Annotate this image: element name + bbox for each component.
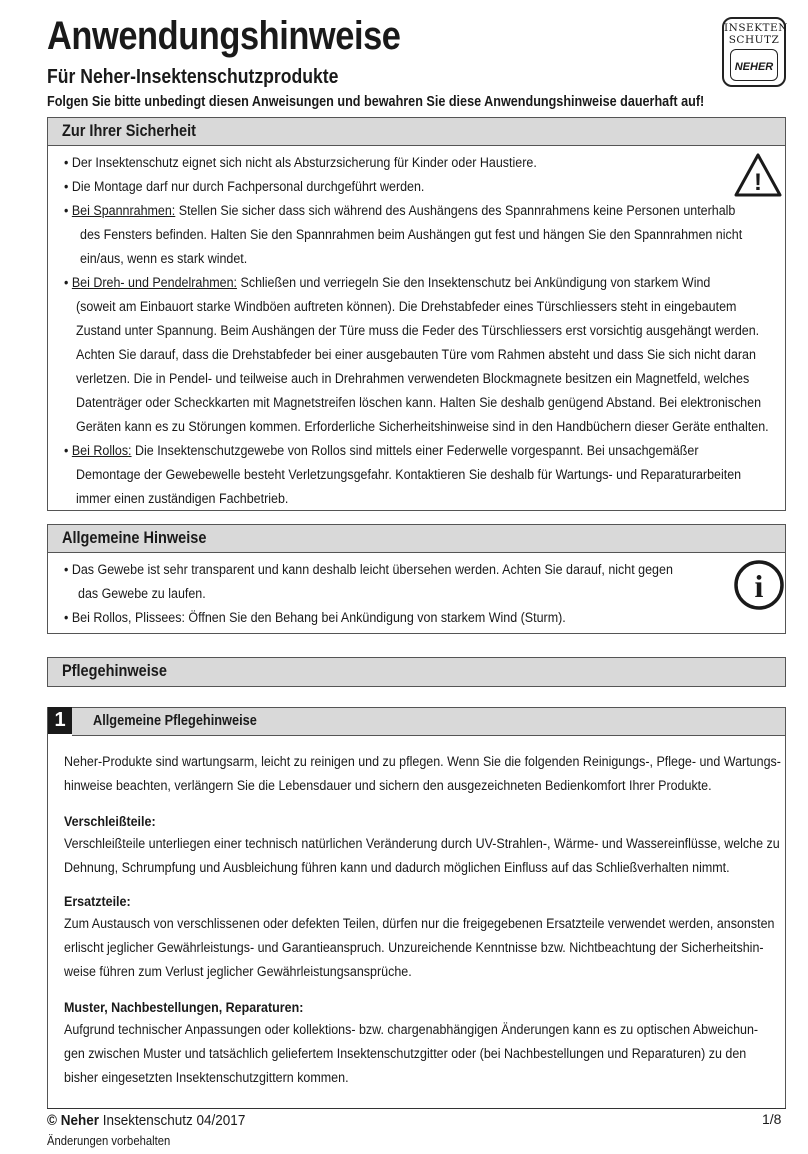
- footer-divider: [47, 1108, 786, 1109]
- logo-line-2: SCHUTZ: [728, 34, 780, 46]
- wear-parts-title: Verschleißteile:: [64, 814, 156, 830]
- section-1-header: [72, 708, 785, 736]
- section-1-para-line: hinweise beachten, verlängern Sie die Lebensdauer und sichern den ausgezeichneten Bedienkomfort Ihrer Produkte.: [64, 778, 712, 794]
- spare-parts-line: erlischt jeglicher Gewährleistungs- und Garantieanspruch. Unzureichende Kenntnisse bzw. Nichtbeachtung der Sicherheitshin-: [64, 940, 764, 956]
- spannrahmen-label: Bei Spannrahmen:: [71, 203, 176, 219]
- logo-brand-badge: [730, 49, 778, 81]
- care-header-fill: [48, 658, 785, 686]
- general-bullet-1: • Das Gewebe ist sehr transparent und kann deshalb leicht übersehen werden. Achten Sie darauf, nicht gegen: [64, 562, 673, 578]
- section-1: [47, 707, 786, 1108]
- general-section-header: [48, 525, 785, 553]
- wear-parts-line: Verschleißteile unterliegen einer technisch natürlichen Veränderung durch UV-Strahlen-, Wärme- und Wassereinflüsse, welche zu: [64, 836, 780, 852]
- warning-symbol: !: [754, 169, 762, 196]
- intro-text: Folgen Sie bitte unbedingt diesen Anweisungen und bewahren Sie diese Anwendungshinweise dauerhaft auf!: [47, 94, 705, 110]
- safety-bullet-4-cont: Datenträger oder Scheckkarten mit Magnetstreifen löschen kann. Halten Sie deshalb genügend Abstand. Bei elektronischen: [76, 395, 762, 411]
- pendelrahmen-text: Schließen und verriegeln Sie den Insektenschutz bei Ankündigung von starkem Wind: [237, 275, 711, 291]
- spare-parts-line: Zum Austausch von verschlissenen oder defekten Teilen, dürfen nur die freigegebenen Ersatzteile verwendet werden, ansonsten: [64, 916, 775, 932]
- neher-logo: [722, 17, 786, 87]
- page-subtitle: Für Neher-Insektenschutzprodukte: [47, 66, 339, 88]
- safety-bullet-4-cont: (soweit am Einbauort starke Windböen auftreten können). Die Drehstabfeder eines Türschliessers steht in eingebautem: [76, 299, 737, 315]
- footer-note: Änderungen vorbehalten: [47, 1134, 171, 1148]
- safety-bullet-5: [64, 443, 699, 459]
- safety-bullet-4-cont: verletzen. Die in Pendel- und teilweise auch in Drehrahmen verwendeten Blockmagnete besitzen ein Magnetfeld, welches: [76, 371, 750, 387]
- info-symbol: i: [754, 568, 764, 604]
- samples-line: gen zwischen Muster und tatsächlich geliefertem Insektenschutzgitter oder (bei Nachbestellungen und Reparaturen) zu den: [64, 1046, 747, 1062]
- general-section: [47, 524, 786, 634]
- safety-bullet-3-cont: des Fensters befinden. Halten Sie den Spannrahmen beim Aushängen gut fest und hängen Sie den Spannrahmen nicht: [80, 227, 743, 243]
- general-bullet-1-cont: das Gewebe zu laufen.: [78, 586, 206, 602]
- care-section-header: [47, 657, 786, 687]
- safety-bullet-4-cont: Zustand unter Spannung. Beim Aushängen der Türe muss die Feder des Türschliessers erst vorsichtig ausgehängt werden.: [76, 323, 760, 339]
- footer-edition: [47, 1112, 245, 1129]
- general-heading: Allgemeine Hinweise: [62, 529, 207, 547]
- info-icon: [733, 559, 785, 611]
- spannrahmen-text: Stellen Sie sicher dass sich während des Aushängens des Spannrahmens keine Personen unterhalb: [175, 203, 736, 219]
- samples-line: Aufgrund technischer Anpassungen oder kollektions- bzw. chargenabhängigen Änderungen kann es zu optischen Abweichun-: [64, 1022, 759, 1038]
- rollos-label: Bei Rollos:: [71, 443, 132, 459]
- safety-bullet-4: [64, 275, 710, 291]
- spare-parts-line: weise führen zum Verlust jeglicher Gewährleistungsansprüche.: [64, 964, 412, 980]
- safety-bullet-5-cont: Demontage der Gewebewelle besteht Verletzungsgefahr. Kontaktieren Sie deshalb für Wartungs- und Reparaturarbeiten: [76, 467, 742, 483]
- footer-copyright: © Neher: [47, 1112, 99, 1129]
- safety-heading: Zur Ihrer Sicherheit: [62, 122, 196, 140]
- safety-bullet-4-cont: Achten Sie darauf, dass die Drehstabfeder bei einer ausgebauten Türe vom Rahmen absteht und dass Sie sich nicht daran: [76, 347, 756, 363]
- safety-bullet-3-cont: ein/aus, wenn es stark windet.: [80, 251, 248, 267]
- safety-bullet-3: [64, 203, 735, 219]
- safety-bullet-4-cont: Geräten kann es zu Störungen kommen. Erforderliche Sicherheitshinweise sind in den Handbüchern dieser Geräte enthalten.: [76, 419, 769, 435]
- bullet-dot: •: [64, 443, 72, 459]
- safety-bullet-5-cont: immer einen zuständigen Fachbetrieb.: [76, 491, 289, 507]
- safety-bullet-1: • Der Insektenschutz eignet sich nicht als Absturzsicherung für Kinder oder Haustiere.: [64, 155, 537, 171]
- page-number: 1/8: [762, 1111, 782, 1127]
- logo-line-1: INSEKTEN: [724, 22, 788, 34]
- bullet-dot: •: [64, 203, 72, 219]
- rollos-text: Die Insektenschutzgewebe von Rollos sind mittels einer Federwelle vorgespannt. Bei unsachgemäßer: [131, 443, 699, 459]
- pendelrahmen-label: Bei Dreh- und Pendelrahmen:: [71, 275, 238, 291]
- section-1-heading: Allgemeine Pflegehinweise: [93, 713, 257, 729]
- page-title: Anwendungshinweise: [47, 14, 401, 58]
- wear-parts-line: Dehnung, Schrumpfung und Ausbleichung führen kann und dadurch möglichen Einfluss auf das Schließverhalten nimmt.: [64, 860, 730, 876]
- section-1-para-line: Neher-Produkte sind wartungsarm, leicht zu reinigen und zu pflegen. Wenn Sie die folgenden Reinigungs-, Pflege- und Wartungs-: [64, 754, 781, 770]
- bullet-dot: •: [64, 275, 72, 291]
- spare-parts-title: Ersatzteile:: [64, 894, 131, 910]
- care-heading: Pflegehinweise: [62, 662, 167, 680]
- general-bullet-2: • Bei Rollos, Plissees: Öffnen Sie den Behang bei Ankündigung von starkem Wind (Sturm).: [64, 610, 566, 626]
- safety-section: [47, 117, 786, 511]
- samples-line: bisher eingesetzten Insektenschutzgittern kommen.: [64, 1070, 349, 1086]
- section-number-badge: 1: [48, 707, 72, 734]
- warning-triangle-icon: [733, 152, 783, 198]
- samples-title: Muster, Nachbestellungen, Reparaturen:: [64, 1000, 304, 1016]
- safety-bullet-2: • Die Montage darf nur durch Fachpersonal durchgeführt werden.: [64, 179, 425, 195]
- footer-edition-text: Insektenschutz 04/2017: [98, 1112, 246, 1129]
- logo-brand-text: NEHER: [734, 61, 774, 73]
- safety-section-header: [48, 118, 785, 146]
